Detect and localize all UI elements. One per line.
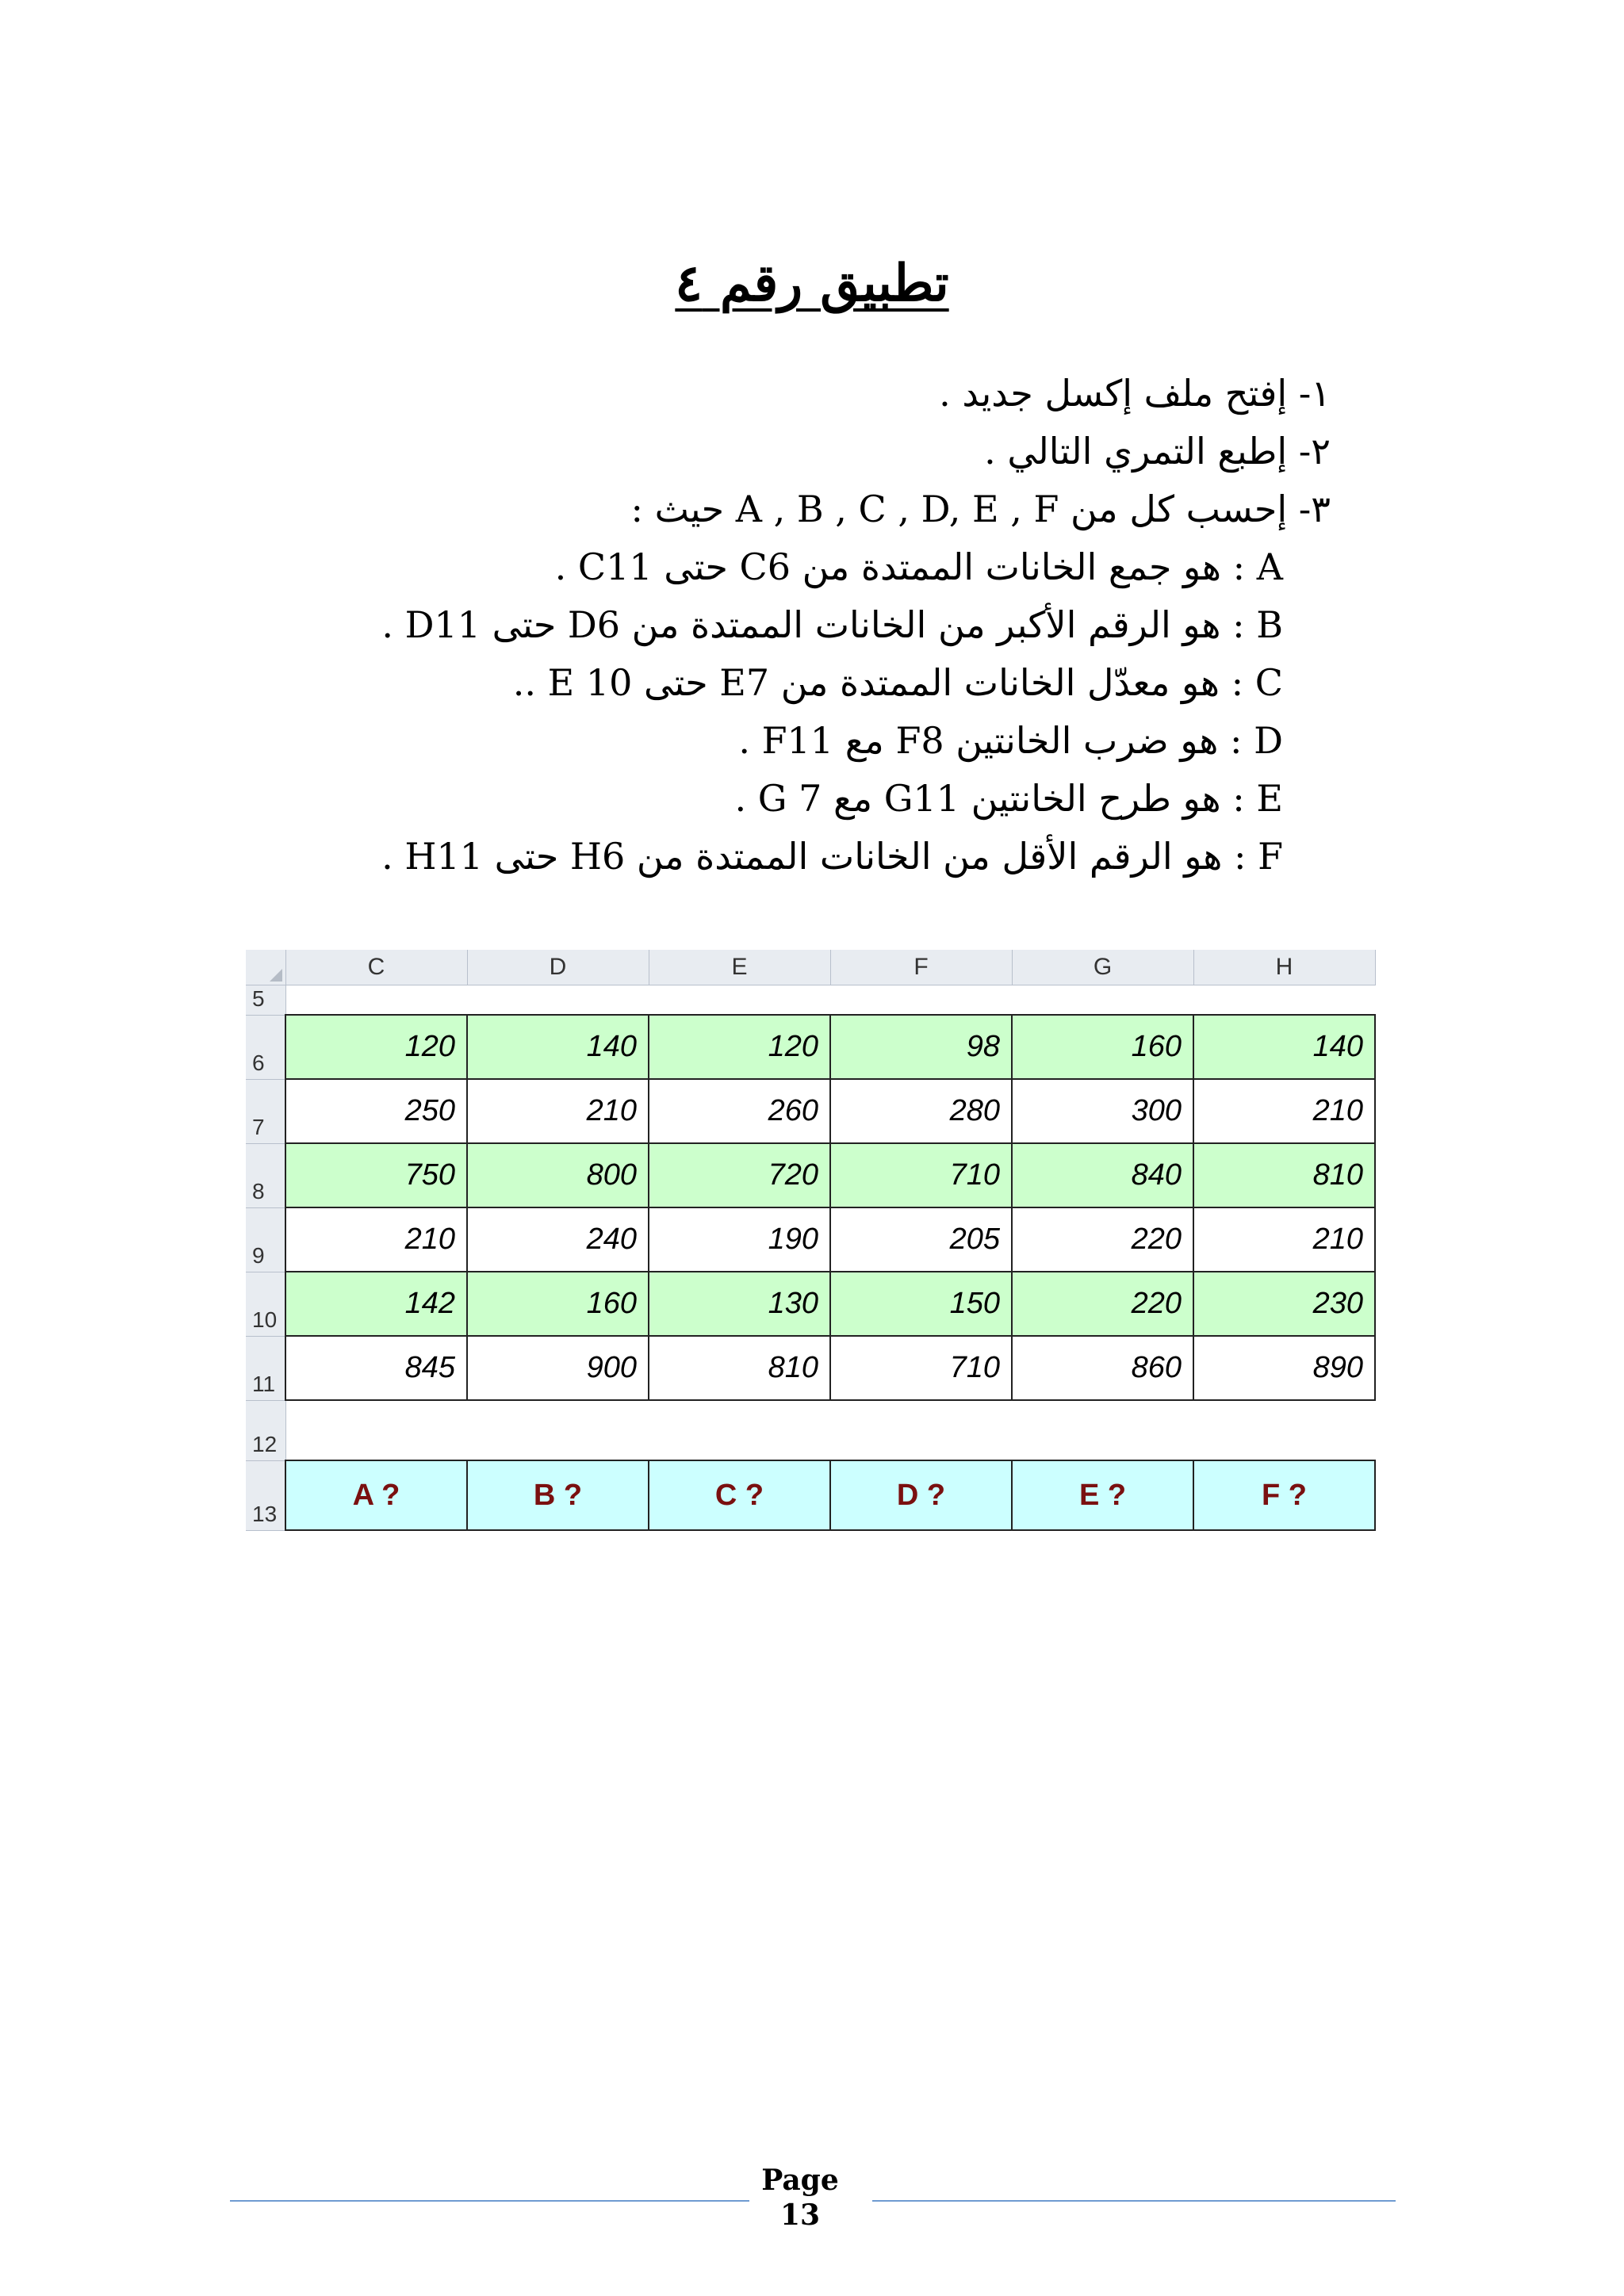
instruction-3: ٣- إحسب كل من A , B , C , D, E , F حيث : [630, 488, 1331, 530]
sheet-row-13 [246, 1460, 1375, 1530]
cell-d9: 240 [467, 1207, 649, 1272]
instruction-a: A : هو جمع الخانات الممتدة من C6 حتى C11 . [554, 545, 1283, 588]
question-cell-c: C ? [649, 1460, 830, 1530]
row-header-11: 11 [246, 1336, 285, 1400]
empty-row-12 [285, 1400, 1375, 1460]
cell-c8: 750 [285, 1143, 467, 1207]
cell-d6: 140 [467, 1015, 649, 1079]
instruction-b: B : هو الرقم الأكبر من الخانات الممتدة من D6 حتى D11 . [381, 603, 1283, 646]
cell-e11: 810 [649, 1336, 830, 1400]
cell-c7: 250 [285, 1079, 467, 1143]
row-header-5: 5 [246, 985, 285, 1015]
cell-d11: 900 [467, 1336, 649, 1400]
cell-f6: 98 [830, 1015, 1012, 1079]
cell-g10: 220 [1012, 1272, 1193, 1336]
sheet-row-8 [246, 1143, 1375, 1207]
cell-f10: 150 [830, 1272, 1012, 1336]
cell-d8: 800 [467, 1143, 649, 1207]
instruction-1: ١- إفتح ملف إكسل جديد . [939, 372, 1331, 415]
sheet-row-10 [246, 1272, 1375, 1336]
cell-f7: 280 [830, 1079, 1012, 1143]
question-cell-f: F ? [1193, 1460, 1375, 1530]
cell-f8: 710 [830, 1143, 1012, 1207]
row-header-9: 9 [246, 1207, 285, 1272]
empty-row-5 [285, 985, 1375, 1015]
footer-rule-left [230, 2200, 749, 2202]
cell-e8: 720 [649, 1143, 830, 1207]
cell-h6: 140 [1193, 1015, 1375, 1079]
row-header-13: 13 [246, 1460, 285, 1530]
cell-g8: 840 [1012, 1143, 1193, 1207]
cell-e9: 190 [649, 1207, 830, 1272]
cell-c11: 845 [285, 1336, 467, 1400]
row-header-6: 6 [246, 1015, 285, 1079]
row-header-12: 12 [246, 1400, 285, 1460]
cell-e7: 260 [649, 1079, 830, 1143]
cell-g11: 860 [1012, 1336, 1193, 1400]
spreadsheet-screenshot [246, 950, 1376, 1531]
sheet-row-7 [246, 1079, 1375, 1143]
row-header-7: 7 [246, 1079, 285, 1143]
column-header-d: D [467, 950, 649, 985]
cell-f9: 205 [830, 1207, 1012, 1272]
column-header-row [246, 950, 1375, 985]
cell-g7: 300 [1012, 1079, 1193, 1143]
question-cell-b: B ? [467, 1460, 649, 1530]
column-header-h: H [1193, 950, 1375, 985]
cell-h9: 210 [1193, 1207, 1375, 1272]
cell-h8: 810 [1193, 1143, 1375, 1207]
select-all-triangle-icon [270, 969, 282, 982]
cell-c6: 120 [285, 1015, 467, 1079]
row-header-8: 8 [246, 1143, 285, 1207]
column-header-c: C [285, 950, 467, 985]
instructions-list [317, 365, 1331, 886]
page-footer [749, 2163, 852, 2233]
instruction-2: ٢- إطبع التمري التالي . [984, 430, 1331, 473]
question-cell-a: A ? [285, 1460, 467, 1530]
cell-g9: 220 [1012, 1207, 1193, 1272]
question-cell-d: D ? [830, 1460, 1012, 1530]
row-header-10: 10 [246, 1272, 285, 1336]
sheet-row-12 [246, 1400, 1375, 1460]
cell-c10: 142 [285, 1272, 467, 1336]
cell-f11: 710 [830, 1336, 1012, 1400]
instruction-f: F : هو الرقم الأقل من الخانات الممتدة من H6 حتى H11 . [381, 835, 1283, 878]
column-header-g: G [1012, 950, 1193, 985]
cell-h11: 890 [1193, 1336, 1375, 1400]
cell-h7: 210 [1193, 1079, 1375, 1143]
page-label: Page [761, 2164, 839, 2197]
cell-d10: 160 [467, 1272, 649, 1336]
sheet-row-5 [246, 985, 1375, 1015]
sheet-row-9 [246, 1207, 1375, 1272]
cell-h10: 230 [1193, 1272, 1375, 1336]
cell-e6: 120 [649, 1015, 830, 1079]
worksheet-title [0, 254, 1624, 313]
sheet-row-11 [246, 1336, 1375, 1400]
cell-d7: 210 [467, 1079, 649, 1143]
cell-c9: 210 [285, 1207, 467, 1272]
select-all-corner [246, 950, 285, 985]
worksheet-title-text: تطبيق رقم ٤ [675, 254, 949, 313]
instruction-c: C : هو معدّل الخانات الممتدة من E7 حتى E 10 .. [512, 661, 1283, 704]
page-number: 13 [779, 2198, 821, 2232]
cell-g6: 160 [1012, 1015, 1193, 1079]
column-header-f: F [830, 950, 1012, 985]
instruction-e: E : هو طرح الخانتين G11 مع G 7 . [734, 777, 1283, 820]
column-header-e: E [649, 950, 830, 985]
question-cell-e: E ? [1012, 1460, 1193, 1530]
footer-rule-right [872, 2200, 1396, 2202]
cell-e10: 130 [649, 1272, 830, 1336]
sheet-row-6 [246, 1015, 1375, 1079]
instruction-d: D : هو ضرب الخانتين F8 مع F11 . [738, 719, 1283, 762]
